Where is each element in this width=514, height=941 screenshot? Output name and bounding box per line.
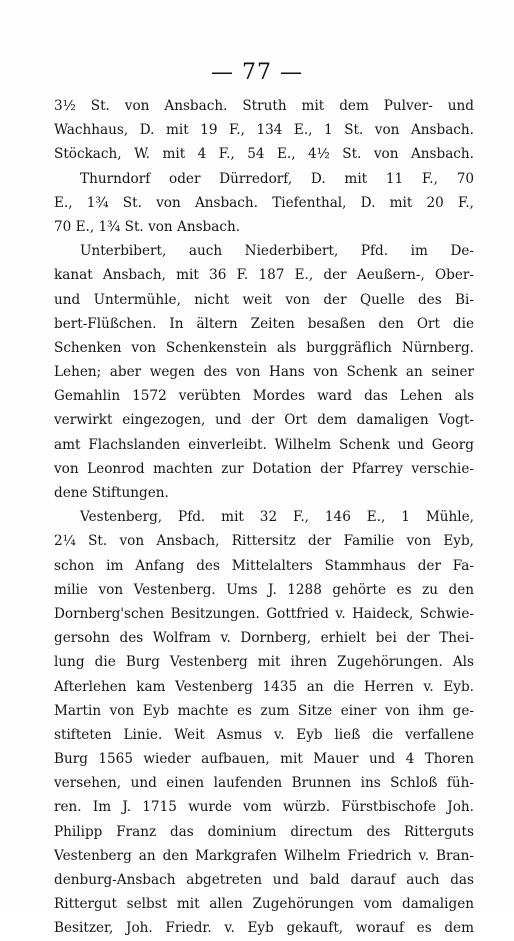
text-line: ren. Im J. 1715 wurde vom würzb. Fürstbischofe Joh.	[54, 799, 474, 816]
text-line: bert-Flüßchen. In ältern Zeiten besaßen den Ort die	[54, 315, 474, 332]
text-line: Lehen; aber wegen des von Hans von Schenk an seiner	[54, 364, 474, 381]
text-line: Gemahlin 1572 verübten Mordes ward das Lehen als	[54, 388, 474, 405]
text-line: milie von Vestenberg. Ums J. 1288 gehörte es zu den	[54, 581, 474, 598]
text-line: schon im Anfang des Mittelalters Stammhaus der Fa-	[54, 557, 474, 574]
text-line: Burg 1565 wieder aufbauen, mit Mauer und 4 Thoren	[54, 751, 474, 768]
text-line: Vestenberg an den Markgrafen Wilhelm Friedrich v. Bran-	[54, 847, 474, 864]
text-line: E., 1¾ St. von Ansbach. Tiefenthal, D. mit 20 F.,	[54, 194, 474, 211]
text-line: Schenken von Schenkenstein als burggräflich Nürnberg.	[54, 339, 474, 356]
text-line: Philipp Franz das dominium directum des Ritterguts	[54, 823, 474, 840]
text-line: gersohn des Wolfram v. Dornberg, erhielt bei der Thei-	[54, 630, 474, 647]
text-line: stifteten Linie. Weit Asmus v. Eyb ließ die verfallene	[54, 726, 474, 743]
text-line: denburg-Ansbach abgetreten und bald darauf auch das	[54, 872, 474, 888]
page-number: — 77 —	[211, 60, 303, 85]
body-text	[54, 94, 474, 941]
text-line: Stöckach, W. mit 4 F., 54 E., 4½ St. von Ansbach.	[54, 146, 474, 163]
text-line: 2¼ St. von Ansbach, Rittersitz der Familie von Eyb,	[54, 533, 474, 550]
text-line: versehen, und einen laufenden Brunnen ins Schloß füh-	[54, 775, 474, 792]
text-line: Wachhaus, D. mit 19 F., 134 E., 1 St. von Ansbach.	[54, 122, 474, 139]
text-line: Afterlehen kam Vestenberg 1435 an die Herren v. Eyb.	[54, 678, 474, 695]
text-line: Unterbibert, auch Niederbibert, Pfd. im De-	[80, 243, 474, 260]
text-line: Besitzer, Joh. Friedr. v. Eyb gekauft, worauf es dem	[54, 920, 474, 937]
text-line: 70 E., 1¾ St. von Ansbach.	[54, 218, 241, 235]
text-line: amt Flachslanden einverleibt. Wilhelm Schenk und Georg	[54, 436, 474, 453]
text-line: Thurndorf oder Dürredorf, D. mit 11 F., 70	[80, 170, 474, 187]
text-line: und Untermühle, nicht weit von der Quelle des Bi-	[54, 291, 474, 308]
text-line: kanat Ansbach, mit 36 F. 187 E., der Aeußern-, Ober-	[54, 267, 474, 284]
text-line: von Leonrod machten zur Dotation der Pfarrey verschie-	[54, 460, 474, 477]
text-line: dene Stiftungen.	[54, 485, 169, 501]
text-line: Rittergut selbst mit allen Zugehörungen vom damaligen	[54, 896, 474, 913]
text-line: Dornberg'schen Besitzungen. Gottfried v. Haideck, Schwie-	[54, 605, 474, 622]
text-line: 3½ St. von Ansbach. Struth mit dem Pulver- und	[54, 98, 474, 114]
text-line: Vestenberg, Pfd. mit 32 F., 146 E., 1 Mühle,	[80, 509, 474, 526]
text-line: verwirkt eingezogen, und der Ort dem damaligen Vogt-	[54, 412, 474, 429]
text-line: lung die Burg Vestenberg mit ihren Zugehörungen. Als	[54, 654, 474, 671]
text-line: Martin von Eyb machte es zum Sitze einer von ihm ge-	[54, 702, 474, 719]
